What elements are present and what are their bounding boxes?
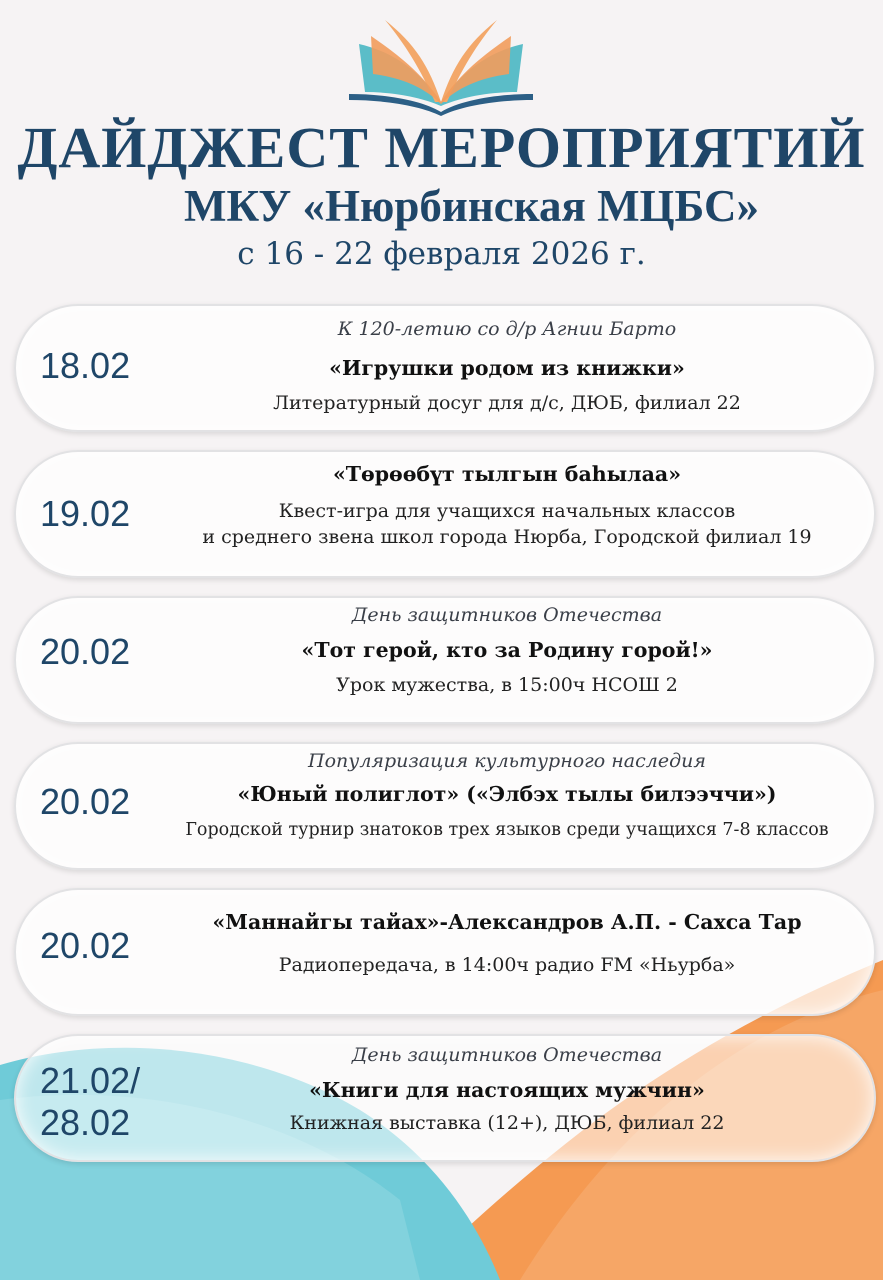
open-book-icon bbox=[345, 14, 537, 116]
event-title: «Тот герой, кто за Родину горой!» bbox=[301, 638, 713, 662]
event-title: «Юный полиглот» («Элбэх тылы билээччи») bbox=[237, 782, 777, 806]
event-date: 20.02 bbox=[40, 781, 131, 822]
event-date-end: 28.02 bbox=[40, 1102, 131, 1143]
event-date bbox=[40, 1060, 140, 1144]
event-card bbox=[14, 304, 876, 432]
event-date: 19.02 bbox=[40, 493, 131, 534]
event-details: Радиопередача, в 14:00ч радио FM «Ньурба» bbox=[278, 954, 736, 976]
event-card bbox=[14, 450, 876, 578]
event-occasion: День защитников Отечества bbox=[351, 1044, 663, 1066]
event-date-start: 21.02/ bbox=[40, 1060, 141, 1101]
event-card bbox=[14, 888, 876, 1016]
event-title: «Игрушки родом из книжки» bbox=[329, 356, 685, 380]
event-card bbox=[14, 1034, 876, 1162]
event-title: «Төрөөбүт тылгын баһылаа» bbox=[332, 462, 682, 486]
event-details: Урок мужества, в 15:00ч НСОШ 2 bbox=[336, 674, 678, 696]
event-date: 20.02 bbox=[40, 925, 131, 966]
event-details: Литературный досуг для д/с, ДЮБ, филиал 22 bbox=[273, 392, 741, 414]
date-range: с 16 - 22 февраля 2026 г. bbox=[237, 236, 646, 272]
event-title: «Книги для настоящих мужчин» bbox=[309, 1078, 705, 1102]
event-details: Книжная выставка (12+), ДЮБ, филиал 22 bbox=[289, 1112, 725, 1134]
event-occasion: Популяризация культурного наследия bbox=[308, 750, 706, 772]
event-occasion: К 120-летию со д/р Агнии Барто bbox=[337, 318, 677, 340]
event-date: 20.02 bbox=[40, 631, 131, 672]
event-card bbox=[14, 596, 876, 724]
event-occasion: День защитников Отечества bbox=[351, 604, 663, 626]
event-details: Квест-игра для учащихся начальных классов bbox=[278, 500, 736, 522]
event-card bbox=[14, 742, 876, 870]
page-title: ДАЙДЖЕСТ МЕРОПРИЯТИЙ bbox=[17, 115, 866, 180]
event-title: «Маннайгы тайах»-Александров А.П. - Сахса Тар bbox=[212, 910, 802, 934]
event-details: Городской турнир знатоков трех языков среди учащихся 7-8 классов bbox=[185, 820, 829, 840]
organization-name: МКУ «Нюрбинская МЦБС» bbox=[184, 181, 759, 231]
event-date: 18.02 bbox=[40, 345, 131, 386]
event-details: и среднего звена школ города Нюрба, Городской филиал 19 bbox=[202, 526, 812, 548]
